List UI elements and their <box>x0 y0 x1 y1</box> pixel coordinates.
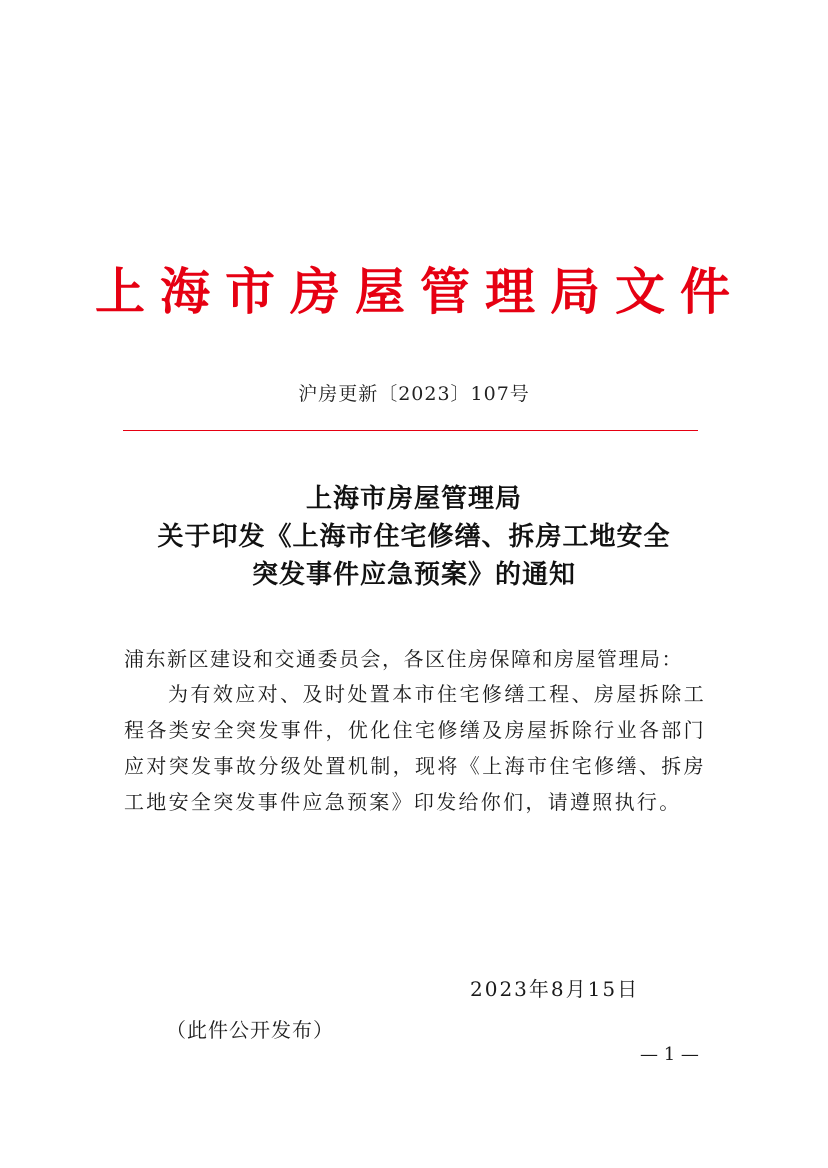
issuer-header-title: 上海市房屋管理局文件 <box>95 262 745 321</box>
red-separator-line <box>123 430 698 431</box>
publication-note: （此件公开发布） <box>166 1018 334 1042</box>
document-number: 沪房更新〔2023〕107号 <box>298 383 530 405</box>
issue-date: 2023年8月15日 <box>470 977 640 1001</box>
addressee: 浦东新区建设和交通委员会，各区住房保障和房屋管理局： <box>124 647 683 671</box>
notice-title-line-2: 关于印发《上海市住宅修缮、拆房工地安全 <box>157 522 671 552</box>
page-number: — 1 — <box>640 1044 699 1065</box>
notice-title <box>0 480 828 594</box>
notice-title-line-1: 上海市房屋管理局 <box>305 484 522 514</box>
notice-title-line-3: 突发事件应急预案》的通知 <box>251 560 576 590</box>
body-paragraph: 为有效应对、及时处置本市住宅修缮工程、房屋拆除工程各类安全突发事件，优化住宅修缮及房屋拆除行业各部门应对突发事故分级处置机制，现将《上海市住宅修缮、拆房工地安全突发事件应急预案》印发给你们，请遵照执行。 <box>124 682 706 814</box>
